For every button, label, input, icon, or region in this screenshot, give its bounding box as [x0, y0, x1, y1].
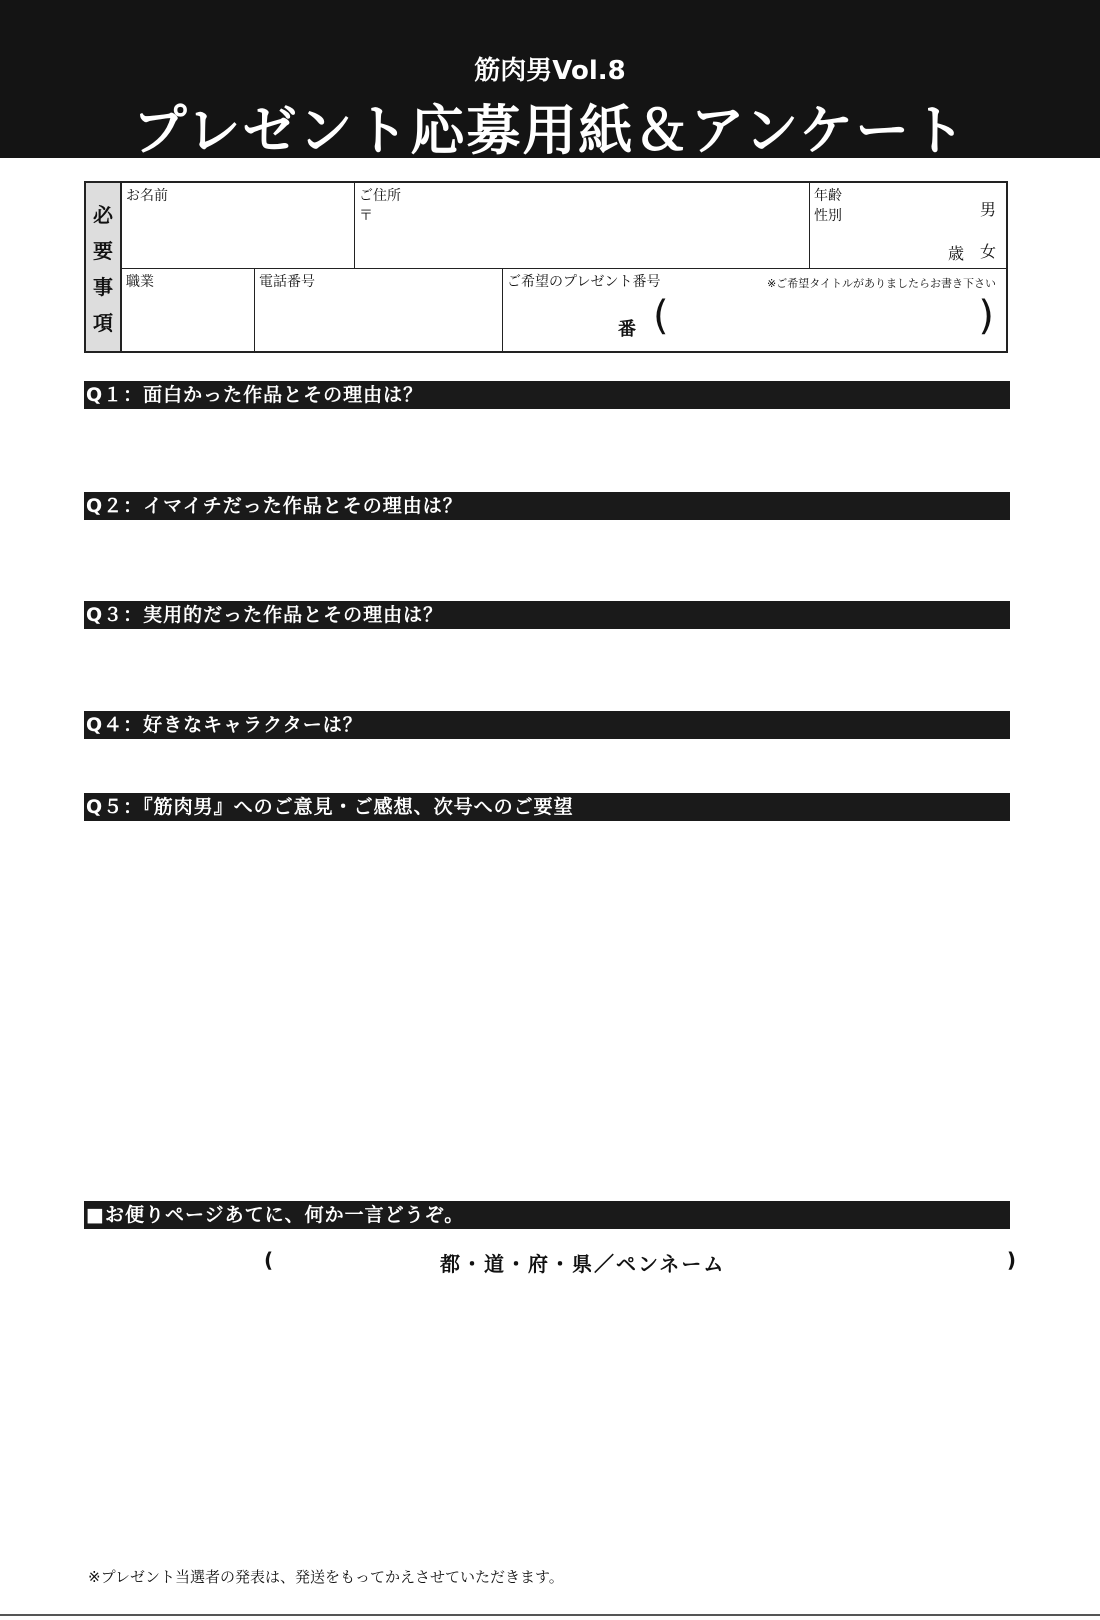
issue-subtitle: 筋肉男Vol.8: [474, 56, 626, 86]
age-unit: 歳: [947, 244, 964, 263]
pen-paren-close: ): [1006, 1248, 1016, 1272]
sex-label: 性別: [814, 208, 842, 224]
required-info-form: [84, 181, 1008, 353]
side-char: 要: [93, 238, 113, 263]
page-edge-line: [0, 1614, 1100, 1616]
present-label: ご希望のプレゼント番号: [507, 274, 661, 290]
question-3-bar: Q３：実用的だった作品とその理由は？: [84, 601, 1010, 629]
age-label: 年齢: [814, 188, 842, 204]
present-note: ※ご希望タイトルがありましたらお書き下さい: [767, 277, 996, 290]
side-char: 項: [93, 310, 113, 335]
question-5-bar: Q５：『筋肉男』へのご意見・ご感想、次号へのご要望: [84, 793, 1010, 821]
question-4-bar: Q４：好きなキャラクターは？: [84, 711, 1010, 739]
address-field[interactable]: [355, 183, 810, 269]
number-unit: 番: [618, 319, 636, 340]
address-label: ご住所: [359, 188, 401, 204]
male-option[interactable]: 男: [979, 200, 996, 219]
job-field[interactable]: [122, 269, 255, 351]
job-label: 職業: [126, 274, 154, 290]
footer-note: ※プレゼント当選者の発表は、発送をもってかえさせていただきます。: [88, 1568, 564, 1586]
page-title: プレゼント応募用紙＆アンケート: [132, 99, 968, 162]
required-items-label: [86, 183, 122, 351]
present-number-field[interactable]: [503, 269, 1006, 351]
phone-field[interactable]: [255, 269, 503, 351]
side-char: 事: [93, 274, 113, 299]
question-1-bar: Q１：面白かった作品とその理由は？: [84, 381, 1010, 409]
paren-open: (: [653, 293, 669, 339]
postal-mark: 〒: [359, 208, 373, 224]
pen-paren-open: (: [264, 1248, 274, 1272]
name-field[interactable]: [122, 183, 355, 269]
paren-close: ): [978, 293, 994, 339]
header-band: [0, 0, 1100, 162]
phone-label: 電話番号: [259, 274, 315, 290]
question-2-bar: Q２：イマイチだった作品とその理由は？: [84, 492, 1010, 520]
female-option[interactable]: 女: [979, 242, 996, 261]
side-char: 必: [93, 202, 113, 227]
age-sex-field[interactable]: [810, 183, 1006, 269]
name-label: お名前: [126, 188, 168, 204]
pen-name-label: 都・道・府・県／ペンネーム: [440, 1252, 726, 1276]
letter-section-bar: ■お便りページあてに、何か一言どうぞ。: [84, 1201, 1010, 1229]
